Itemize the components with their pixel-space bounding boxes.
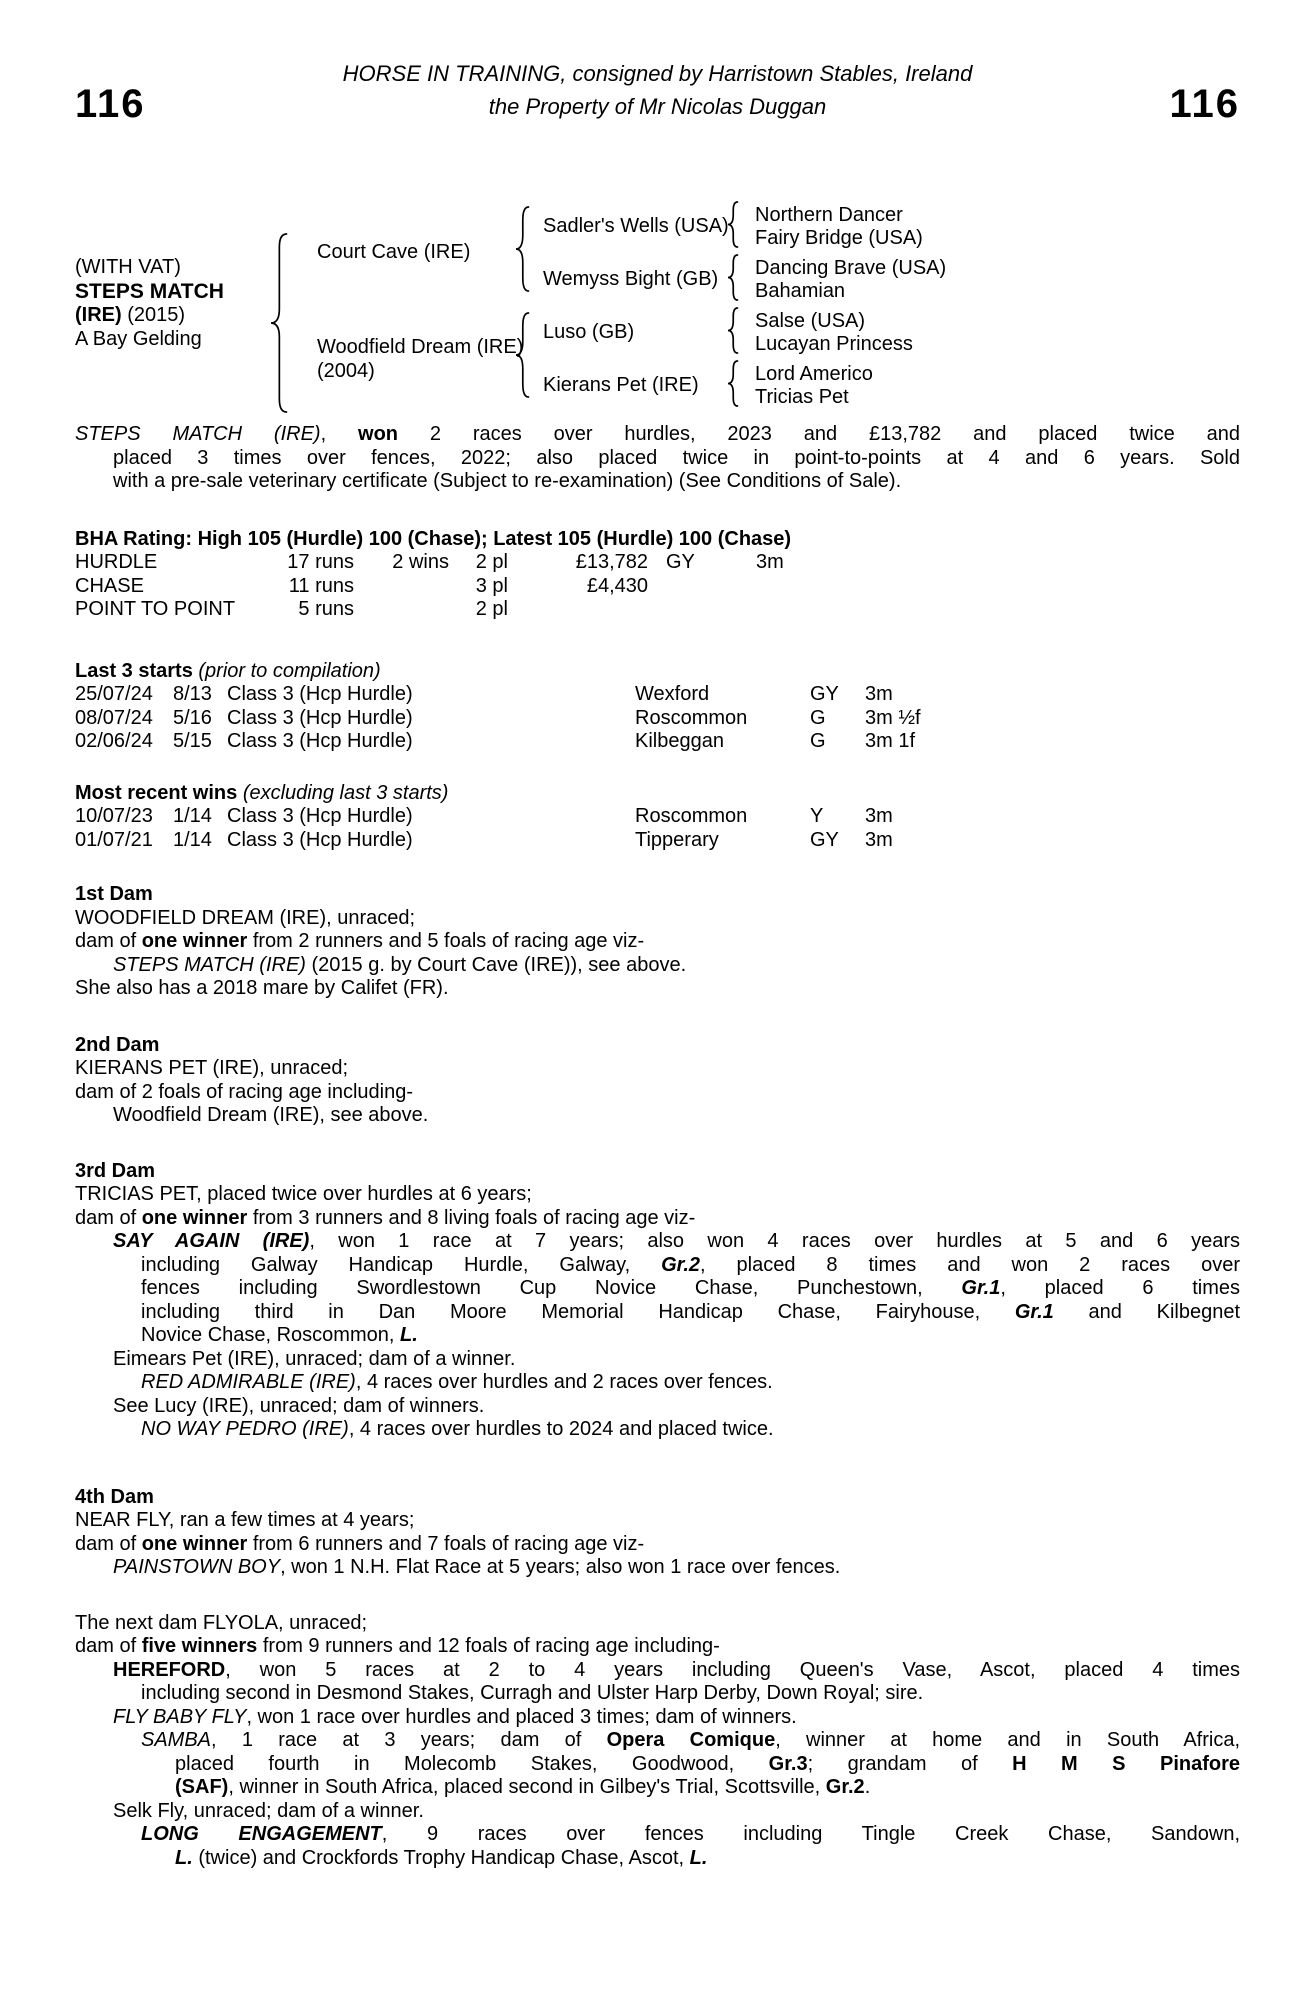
dam3-heading (75, 1160, 1240, 1184)
pedigree-tree (0, 0, 1315, 420)
text-run: SAY AGAIN (IRE) (113, 1230, 310, 1252)
pedigree-brace (515, 312, 530, 398)
text-run: (SAF) (175, 1776, 229, 1798)
text-run: Luso (GB) (543, 321, 635, 343)
places-cell: 2 pl (475, 551, 508, 573)
text-run: (prior to compilation) (192, 659, 381, 682)
dam3-line (75, 1301, 1240, 1325)
venue-cell: Kilbeggan (635, 730, 724, 752)
text-run: , winner at home and in South Africa, (775, 1729, 1241, 1751)
text-run: fences including Swordlestown Cup Novice Chase, Punchestown, (141, 1277, 962, 1299)
flyola-line (75, 1753, 1240, 1777)
race-row (75, 707, 1240, 731)
great-grandparent-name (755, 257, 946, 281)
text-run: HEREFORD (113, 1658, 226, 1681)
text-run: SAMBA (141, 1729, 212, 1751)
text-run: . (864, 1776, 871, 1798)
text-run: , winner in South Africa, placed second in Gilbey's Trial, Scottsville, (228, 1776, 826, 1798)
text-run: Fairy Bridge (USA) (755, 227, 923, 249)
great-grandparent-name (755, 333, 913, 357)
dam2-line (75, 1057, 1240, 1081)
text-run: LONG ENGAGEMENT (141, 1823, 382, 1845)
dam3-line (75, 1207, 1240, 1231)
text-run: one winner (141, 930, 248, 952)
going-cell: G (810, 730, 826, 752)
text-run: STEPS MATCH (IRE) (113, 953, 306, 976)
flyola-line (75, 1682, 1240, 1706)
text-run: STEPS MATCH (IRE) (75, 423, 321, 445)
race-row (75, 683, 1240, 707)
text-run: Gr.2 (661, 1253, 701, 1276)
race-row (75, 805, 1240, 829)
text-run: H M S Pinafore (1012, 1752, 1241, 1775)
text-run: Wemyss Bight (GB) (543, 268, 719, 290)
text-run: L. (175, 1846, 193, 1869)
race-class-cell: Class 3 (Hcp Hurdle) (227, 828, 413, 851)
text-run: including second in Desmond Stakes, Curragh and Ulster Harp Derby, Down Royal; sire. (141, 1682, 924, 1704)
venue-cell: Wexford (635, 683, 710, 705)
text-run: including third in Dan Moore Memorial Handicap Chase, Fairyhouse, (141, 1300, 1015, 1323)
earnings-cell: £4,430 (586, 574, 648, 597)
dam3-line (75, 1371, 1240, 1395)
text-run: Tricias Pet (755, 386, 849, 408)
text-run: A Bay Gelding (75, 328, 202, 350)
horse-description (75, 328, 202, 352)
bha-row (75, 575, 1240, 599)
distance-cell: 3m (865, 828, 893, 851)
pedigree-brace (270, 233, 288, 413)
going-cell: GY (666, 551, 695, 573)
dam4-line (75, 1533, 1240, 1557)
text-run: Woodfield Dream (IRE), see above. (113, 1104, 429, 1126)
category-cell: HURDLE (75, 551, 158, 573)
text-run: Gr.1 (961, 1277, 1001, 1299)
summary-block (75, 423, 1240, 494)
dam2-heading (75, 1034, 1240, 1058)
race-row (75, 730, 1240, 754)
grandparent-name (543, 268, 718, 292)
pedigree-brace (515, 206, 530, 292)
text-run: (2004) (317, 360, 375, 382)
dam4-block (75, 1486, 1240, 1580)
text-run: (2015 g. by Court Cave (IRE)), see above. (305, 953, 687, 976)
property-title: the Property of Mr Nicolas Duggan (488, 94, 827, 119)
dam3-line (75, 1395, 1240, 1419)
flyola-line (75, 1776, 1240, 1800)
text-run: Gr.2 (825, 1776, 865, 1798)
text-run: (twice) and Crockfords Trophy Handicap Chase, Ascot, (192, 1846, 690, 1869)
distance-cell: 3m (865, 683, 893, 705)
dam4-line (75, 1556, 1240, 1580)
dam1-line (75, 954, 1240, 978)
text-run: 3rd Dam (75, 1159, 156, 1182)
going-cell: GY (810, 683, 839, 705)
pedigree-brace (727, 201, 739, 248)
last3-heading (75, 660, 1240, 684)
dam1-line (75, 977, 1240, 1001)
text-run: 1st Dam (75, 883, 153, 905)
dam-name (317, 336, 523, 360)
text-run: KIERANS PET (IRE), unraced; (75, 1057, 349, 1079)
text-run: BHA Rating: High 105 (Hurdle) 100 (Chase); Latest 105 (Hurdle) 100 (Chase) (75, 527, 792, 550)
distance-cell: 3m ½f (865, 706, 921, 729)
text-run: Gr.3 (768, 1752, 808, 1775)
text-run: , won 1 race at 7 years; also won 4 races over hurdles at 5 and 6 years (309, 1230, 1240, 1252)
text-run: Gr.1 (1014, 1300, 1054, 1323)
runs-cell: 17 runs (287, 551, 354, 573)
position-cell: 8/13 (173, 683, 212, 705)
text-run: NO WAY PEDRO (IRE) (141, 1418, 349, 1440)
text-run: Woodfield Dream (IRE) (317, 336, 524, 358)
text-run: Sadler's Wells (USA) (543, 215, 729, 237)
pedigree-brace (727, 254, 739, 301)
text-run: , 4 races over hurdles to 2024 and placed twice. (348, 1418, 774, 1440)
dam1-line (75, 930, 1240, 954)
position-cell: 5/15 (173, 730, 212, 752)
text-run: (IRE) (75, 304, 122, 326)
flyola-line (75, 1635, 1240, 1659)
summary-line (75, 423, 1240, 447)
going-cell: G (810, 706, 826, 729)
text-run: (excluding last 3 starts) (237, 781, 449, 804)
race-class-cell: Class 3 (Hcp Hurdle) (227, 706, 413, 729)
text-run: from 2 runners and 5 foals of racing age viz- (247, 930, 645, 952)
text-run: 2 races over hurdles, 2023 and £13,782 and placed twice and (398, 423, 1240, 445)
text-run: 2nd Dam (75, 1033, 160, 1056)
going-cell (648, 598, 756, 622)
category-cell: POINT TO POINT (75, 598, 236, 620)
text-run: Bahamian (755, 280, 846, 302)
flyola-line (75, 1612, 1240, 1636)
text-run: dam of 2 foals of racing age including- (75, 1080, 413, 1103)
summary-line (75, 447, 1240, 471)
great-grandparent-name (755, 363, 873, 387)
text-run: 4th Dam (75, 1485, 154, 1508)
text-run: from 6 runners and 7 foals of racing age viz- (247, 1532, 645, 1555)
flyola-line (75, 1729, 1240, 1753)
wins-cell: 2 wins (392, 551, 449, 573)
text-run: Last 3 starts (75, 659, 193, 682)
position-cell: 1/14 (173, 828, 212, 851)
consignment-title: HORSE IN TRAINING, consigned by Harristown Stables, Ireland (342, 61, 973, 86)
dam2-block (75, 1034, 1240, 1128)
lot-number-left: 116 (75, 82, 146, 126)
dam3-line (75, 1254, 1240, 1278)
grandparent-name (543, 321, 634, 345)
position-cell: 1/14 (173, 805, 212, 827)
last3-block (75, 660, 1240, 754)
text-run: Lucayan Princess (755, 333, 913, 355)
dam-year (317, 360, 375, 384)
horse-name (75, 280, 224, 304)
distance-cell (756, 575, 1240, 599)
dam2-line (75, 1081, 1240, 1105)
text-run: Salse (USA) (755, 310, 866, 332)
dam3-line (75, 1348, 1240, 1372)
flyola-line (75, 1800, 1240, 1824)
bha-heading (75, 528, 1240, 552)
text-run: FLY BABY FLY (113, 1705, 247, 1728)
recent-block (75, 782, 1240, 853)
text-run: , won 5 races at 2 to 4 years including Queen's Vase, Ascot, placed 4 times (225, 1658, 1240, 1681)
race-class-cell: Class 3 (Hcp Hurdle) (227, 683, 413, 705)
text-run: She also has a 2018 mare by Califet (FR). (75, 977, 449, 999)
text-run: , 9 races over fences including Tingle Creek Chase, Sandown, (381, 1823, 1240, 1845)
bha-row (75, 598, 1240, 622)
great-grandparent-name (755, 280, 845, 304)
text-run: , (320, 423, 359, 445)
sire-name (317, 241, 470, 265)
pedigree-brace (727, 307, 739, 354)
text-run: Dancing Brave (USA) (755, 257, 947, 279)
horse-suffix-year (75, 304, 185, 328)
text-run: placed 3 times over fences, 2022; also placed twice in point-to-points at 4 and 6 years. Sold (113, 446, 1240, 469)
text-run: ; grandam of (807, 1752, 1013, 1775)
text-run: dam of (75, 1206, 142, 1229)
bha-row (75, 551, 1240, 575)
flyola-line (75, 1706, 1240, 1730)
date-cell: 10/07/23 (75, 805, 153, 827)
dam4-line (75, 1509, 1240, 1533)
dam2-line (75, 1104, 1240, 1128)
date-cell: 08/07/24 (75, 706, 153, 729)
great-grandparent-name (755, 310, 865, 334)
text-run: , 4 races over hurdles and 2 races over fences. (355, 1371, 773, 1393)
text-run: L. (399, 1324, 418, 1346)
text-run: one winner (141, 1206, 248, 1229)
lot-number-right: 116 (1169, 82, 1240, 126)
great-grandparent-name (755, 204, 903, 228)
text-run: , won 1 race over hurdles and placed 3 times; dam of winners. (246, 1705, 797, 1728)
text-run: from 3 runners and 8 living foals of racing age viz- (247, 1206, 696, 1229)
text-run: , won 1 N.H. Flat Race at 5 years; also won 1 race over fences. (280, 1556, 841, 1578)
text-run: TRICIAS PET, placed twice over hurdles at 6 years; (75, 1183, 532, 1205)
runs-cell: 5 runs (298, 598, 354, 620)
wins-cell (354, 598, 449, 622)
dam1-line (75, 907, 1240, 931)
venue-cell: Roscommon (635, 706, 748, 729)
text-run: Court Cave (IRE) (317, 241, 471, 263)
flyola-line (75, 1847, 1240, 1871)
text-run: placed fourth in Molecomb Stakes, Goodwood, (175, 1752, 769, 1775)
text-run: L. (689, 1846, 708, 1869)
summary-line (75, 470, 1240, 494)
text-run: Kierans Pet (IRE) (543, 374, 699, 396)
text-run: Northern Dancer (755, 204, 903, 226)
text-run: PAINSTOWN BOY (113, 1556, 281, 1578)
category-cell: CHASE (75, 574, 144, 597)
catalogue-text (75, 423, 1240, 1870)
text-run: Most recent wins (75, 781, 238, 804)
distance-cell: 3m (756, 551, 784, 573)
earnings-cell: £13,782 (575, 551, 648, 573)
flyola-line (75, 1659, 1240, 1683)
date-cell: 02/06/24 (75, 730, 153, 752)
text-run: The next dam FLYOLA, unraced; (75, 1611, 368, 1634)
date-cell: 01/07/21 (75, 828, 153, 851)
text-run: Novice Chase, Roscommon, (141, 1324, 400, 1346)
race-class-cell: Class 3 (Hcp Hurdle) (227, 805, 413, 827)
text-run: WOODFIELD DREAM (IRE), unraced; (75, 906, 416, 929)
dam3-line (75, 1324, 1240, 1348)
text-run: (2015) (121, 304, 186, 326)
grandparent-name (543, 374, 699, 398)
text-run: dam of (75, 1635, 142, 1657)
runs-cell: 11 runs (288, 574, 354, 597)
text-run: Eimears Pet (IRE), unraced; dam of a winner. (113, 1347, 516, 1370)
dam3-line (75, 1418, 1240, 1442)
grandparent-name (543, 215, 729, 239)
dam4-heading (75, 1486, 1240, 1510)
text-run: five winners (141, 1635, 258, 1657)
text-run: Lord Americo (755, 363, 873, 385)
text-run: from 9 runners and 12 foals of racing age including- (257, 1635, 720, 1657)
text-run: with a pre-sale veterinary certificate (Subject to re-examination) (See Conditions of Sale). (113, 470, 902, 492)
dam3-block (75, 1160, 1240, 1442)
text-run: STEPS MATCH (75, 280, 224, 303)
flyola-block (75, 1612, 1240, 1871)
position-cell: 5/16 (173, 706, 212, 729)
earnings-cell (508, 598, 648, 622)
text-run: one winner (141, 1532, 248, 1555)
dam3-line (75, 1230, 1240, 1254)
text-run: (WITH VAT) (75, 256, 181, 278)
places-cell: 2 pl (475, 598, 508, 620)
distance-cell: 3m (865, 805, 893, 827)
venue-cell: Roscommon (635, 805, 748, 827)
distance-cell: 3m 1f (865, 730, 916, 752)
text-run: dam of (75, 1532, 142, 1555)
dam3-line (75, 1183, 1240, 1207)
text-run: won (358, 423, 399, 445)
pedigree-brace (727, 360, 739, 407)
distance-cell (756, 598, 1240, 622)
text-run: NEAR FLY, ran a few times at 4 years; (75, 1509, 415, 1531)
text-run: , placed 8 times and won 2 races over (700, 1253, 1240, 1276)
wins-cell (354, 575, 449, 599)
venue-cell: Tipperary (635, 828, 719, 851)
great-grandparent-name (755, 227, 923, 251)
going-cell: Y (810, 805, 824, 827)
text-run: RED ADMIRABLE (IRE) (141, 1371, 356, 1393)
dam1-heading (75, 883, 1240, 907)
text-run: Selk Fly, unraced; dam of a winner. (113, 1799, 424, 1822)
places-cell: 3 pl (475, 574, 508, 597)
dam3-line (75, 1277, 1240, 1301)
vat-note (75, 256, 181, 280)
text-run: See Lucy (IRE), unraced; dam of winners. (113, 1394, 485, 1417)
text-run: dam of (75, 930, 142, 952)
recent-heading (75, 782, 1240, 806)
flyola-line (75, 1823, 1240, 1847)
text-run: including Galway Handicap Hurdle, Galway, (141, 1253, 662, 1276)
going-cell (648, 575, 756, 599)
text-run: and Kilbegnet (1053, 1300, 1241, 1323)
race-class-cell: Class 3 (Hcp Hurdle) (227, 730, 413, 752)
bha-block (75, 528, 1240, 622)
great-grandparent-name (755, 386, 849, 410)
text-run: , 1 race at 3 years; dam of (211, 1729, 607, 1751)
text-run: Opera Comique (606, 1729, 776, 1751)
race-row (75, 829, 1240, 853)
going-cell: GY (810, 828, 839, 851)
text-run: , placed 6 times (1000, 1277, 1240, 1299)
date-cell: 25/07/24 (75, 683, 153, 705)
dam1-block (75, 883, 1240, 1001)
